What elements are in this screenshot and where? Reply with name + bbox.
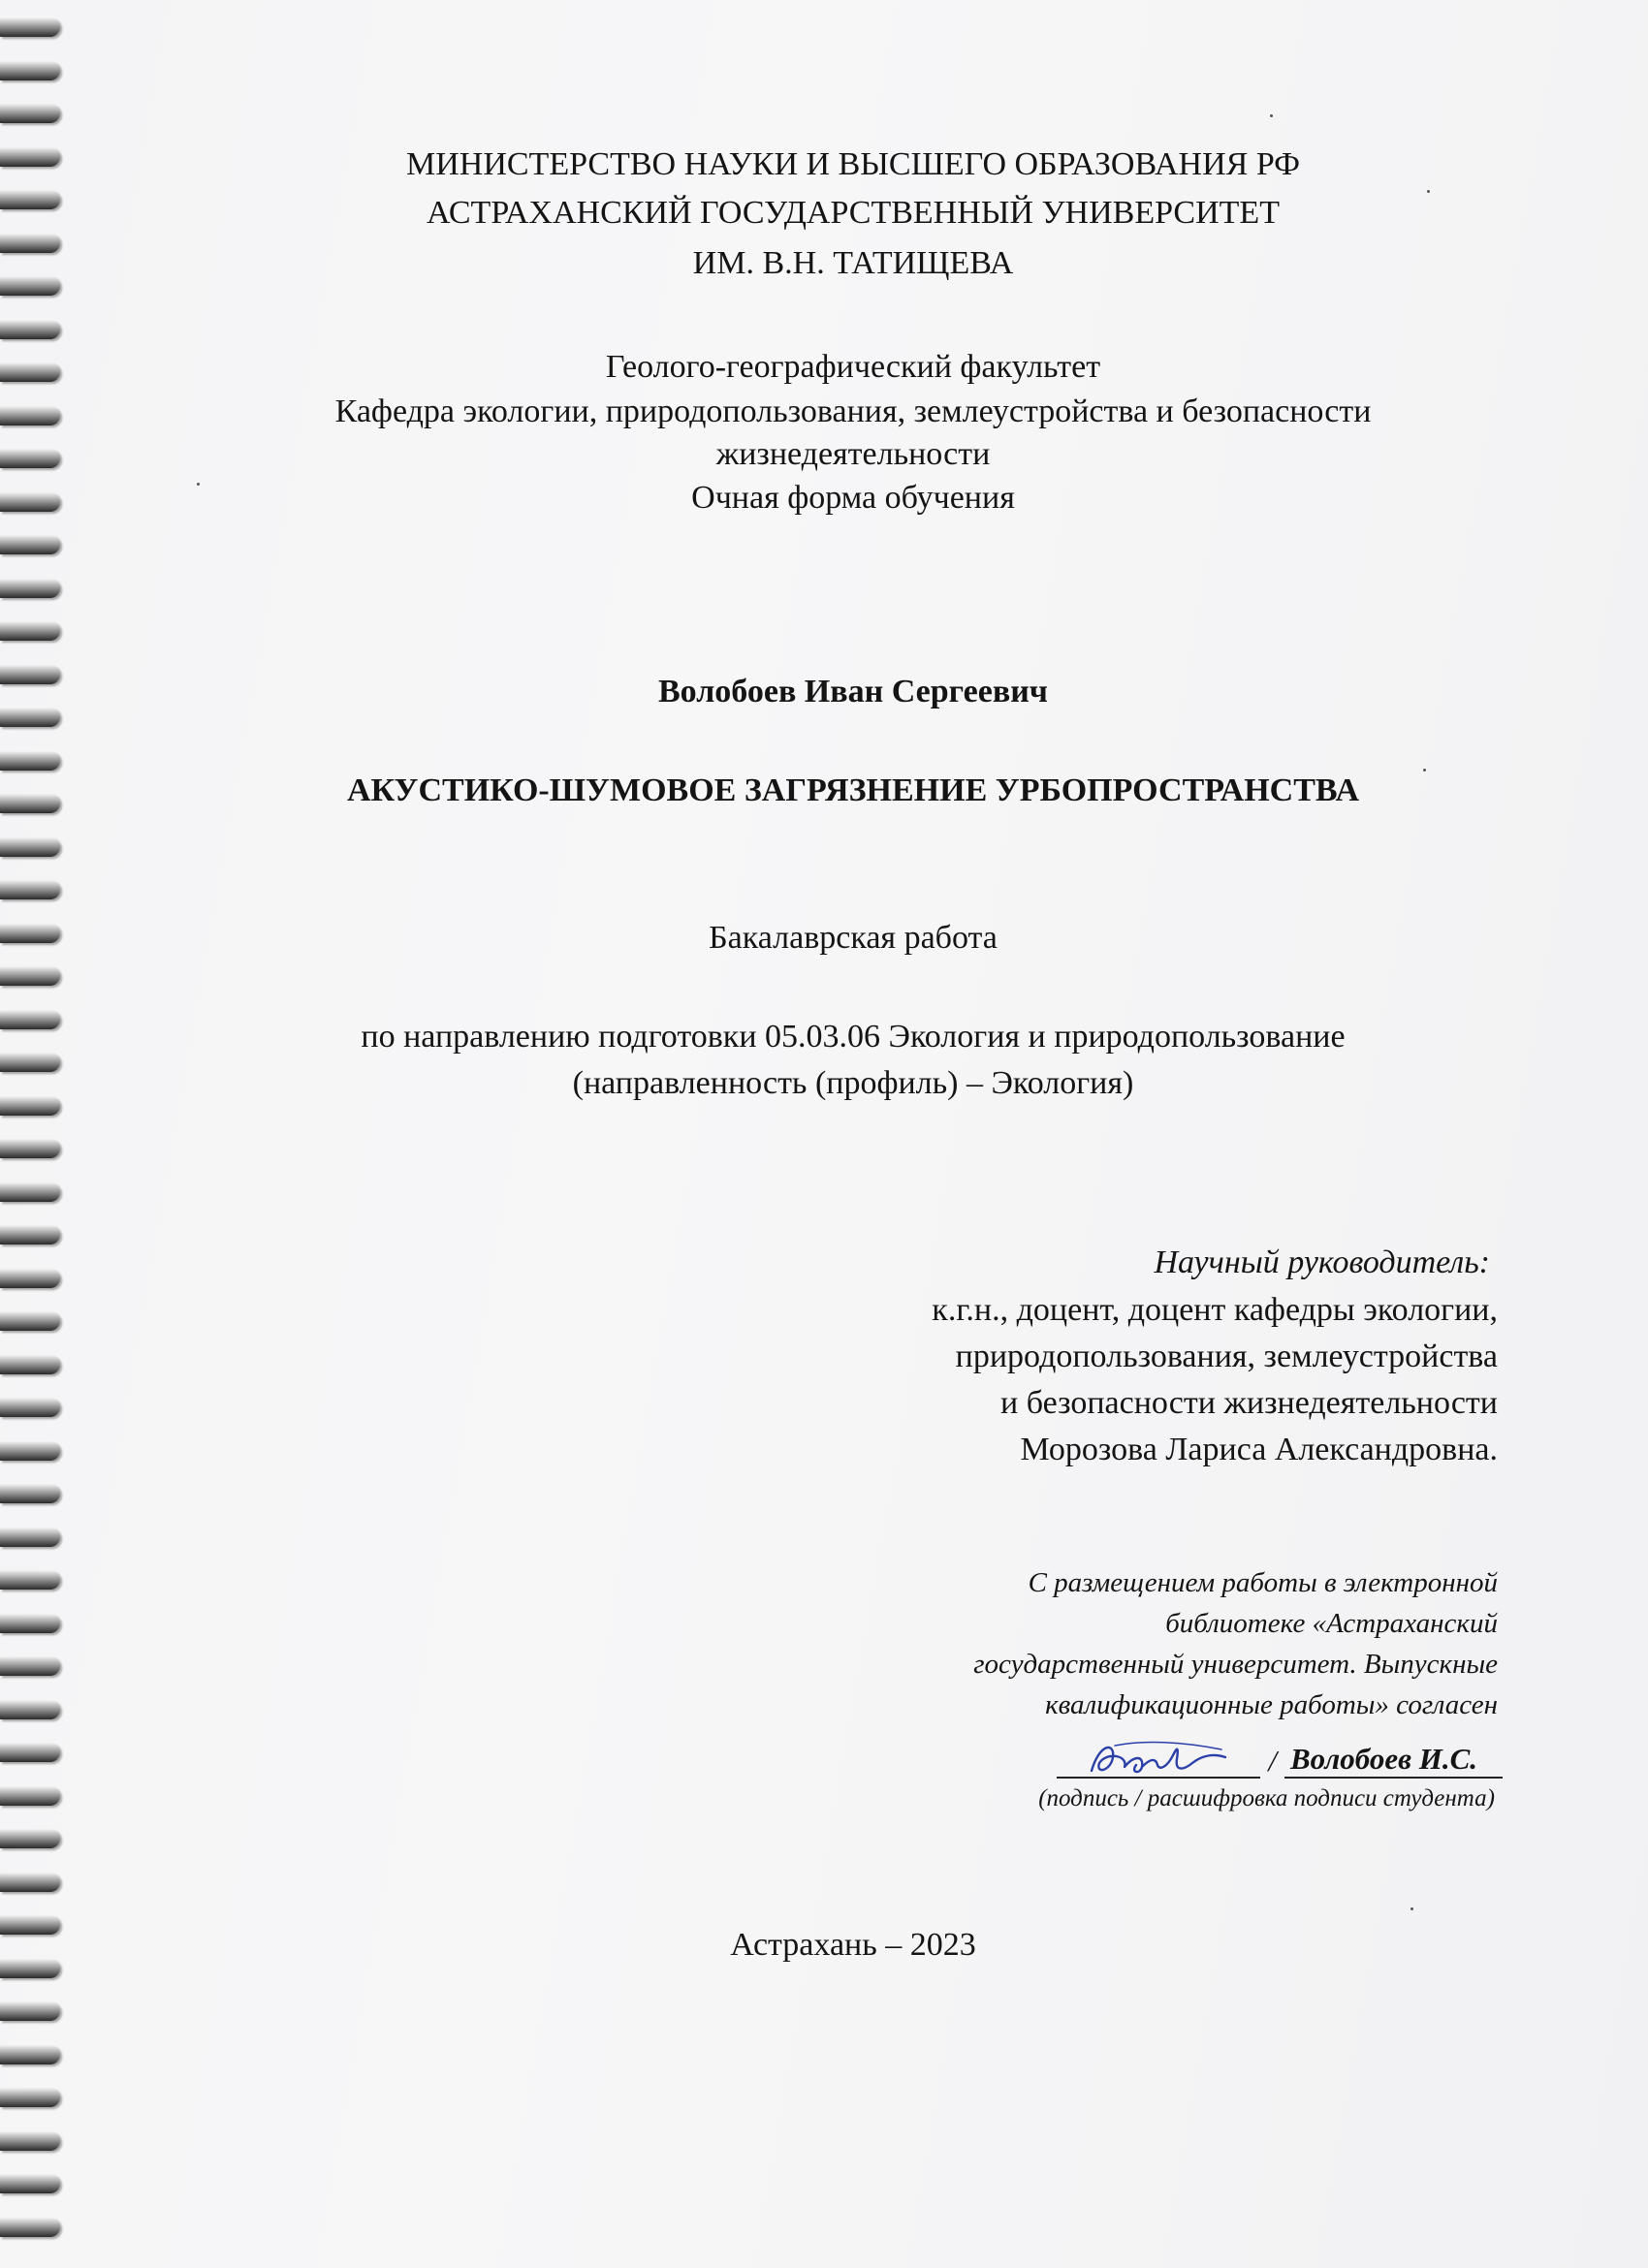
handwritten-signature xyxy=(1086,1738,1231,1782)
direction-line1: по направлению подготовки 05.03.06 Экология и природопользование xyxy=(361,1019,1346,1055)
supervisor-name: Морозова Лариса Александровна. xyxy=(1020,1432,1498,1467)
work-type: Бакалаврская работа xyxy=(709,920,998,956)
consent-line2: библиотеке «Астраханский xyxy=(1165,1608,1498,1639)
study-form: Очная форма обучения xyxy=(691,480,1015,516)
university-name: ИМ. В.Н. ТАТИЩЕВА xyxy=(692,245,1014,281)
supervisor-title-line3: и безопасности жизнедеятельности xyxy=(1000,1385,1498,1421)
signature-field xyxy=(1057,1744,1260,1779)
scan-speck xyxy=(197,483,200,486)
ministry-heading: МИНИСТЕРСТВО НАУКИ И ВЫСШЕГО ОБРАЗОВАНИЯ РФ xyxy=(405,146,1301,182)
supervisor-label: Научный руководитель: xyxy=(1154,1244,1490,1280)
consent-line1: С размещением работы в электронной xyxy=(1028,1567,1498,1598)
supervisor-title-line1: к.г.н., доцент, доцент кафедры экологии, xyxy=(932,1292,1498,1328)
scan-speck xyxy=(1410,1907,1413,1910)
student-signature-name: Волобоев И.С. xyxy=(1284,1742,1503,1779)
scan-speck xyxy=(1270,114,1273,117)
consent-line4: квалификационные работы» согласен xyxy=(1045,1689,1498,1720)
signature-row xyxy=(1057,1742,1503,1779)
supervisor-title-line2: природопользования, землеустройства xyxy=(955,1339,1498,1374)
city-year: Астрахань – 2023 xyxy=(730,1927,976,1963)
signature-caption: (подпись / расшифровка подписи студента) xyxy=(1038,1785,1495,1811)
author-name: Волобоев Иван Сергеевич xyxy=(658,674,1048,709)
university-heading: АСТРАХАНСКИЙ ГОСУДАРСТВЕННЫЙ УНИВЕРСИТЕТ xyxy=(427,195,1280,231)
signature-separator: / xyxy=(1268,1744,1277,1778)
scan-speck xyxy=(1423,769,1426,772)
thesis-title: АКУСТИКО-ШУМОВОЕ ЗАГРЯЗНЕНИЕ УРБОПРОСТРАНСТВА xyxy=(346,772,1360,808)
chair-name-line1: Кафедра экологии, природопользования, землеустройства и безопасности xyxy=(334,394,1372,429)
chair-name-line2: жизнедеятельности xyxy=(715,436,991,472)
faculty-name: Геолого-географический факультет xyxy=(605,349,1101,385)
scan-speck xyxy=(1427,190,1430,193)
direction-line2: (направленность (профиль) – Экология) xyxy=(572,1065,1134,1101)
consent-line3: государственный университет. Выпускные xyxy=(973,1649,1498,1680)
